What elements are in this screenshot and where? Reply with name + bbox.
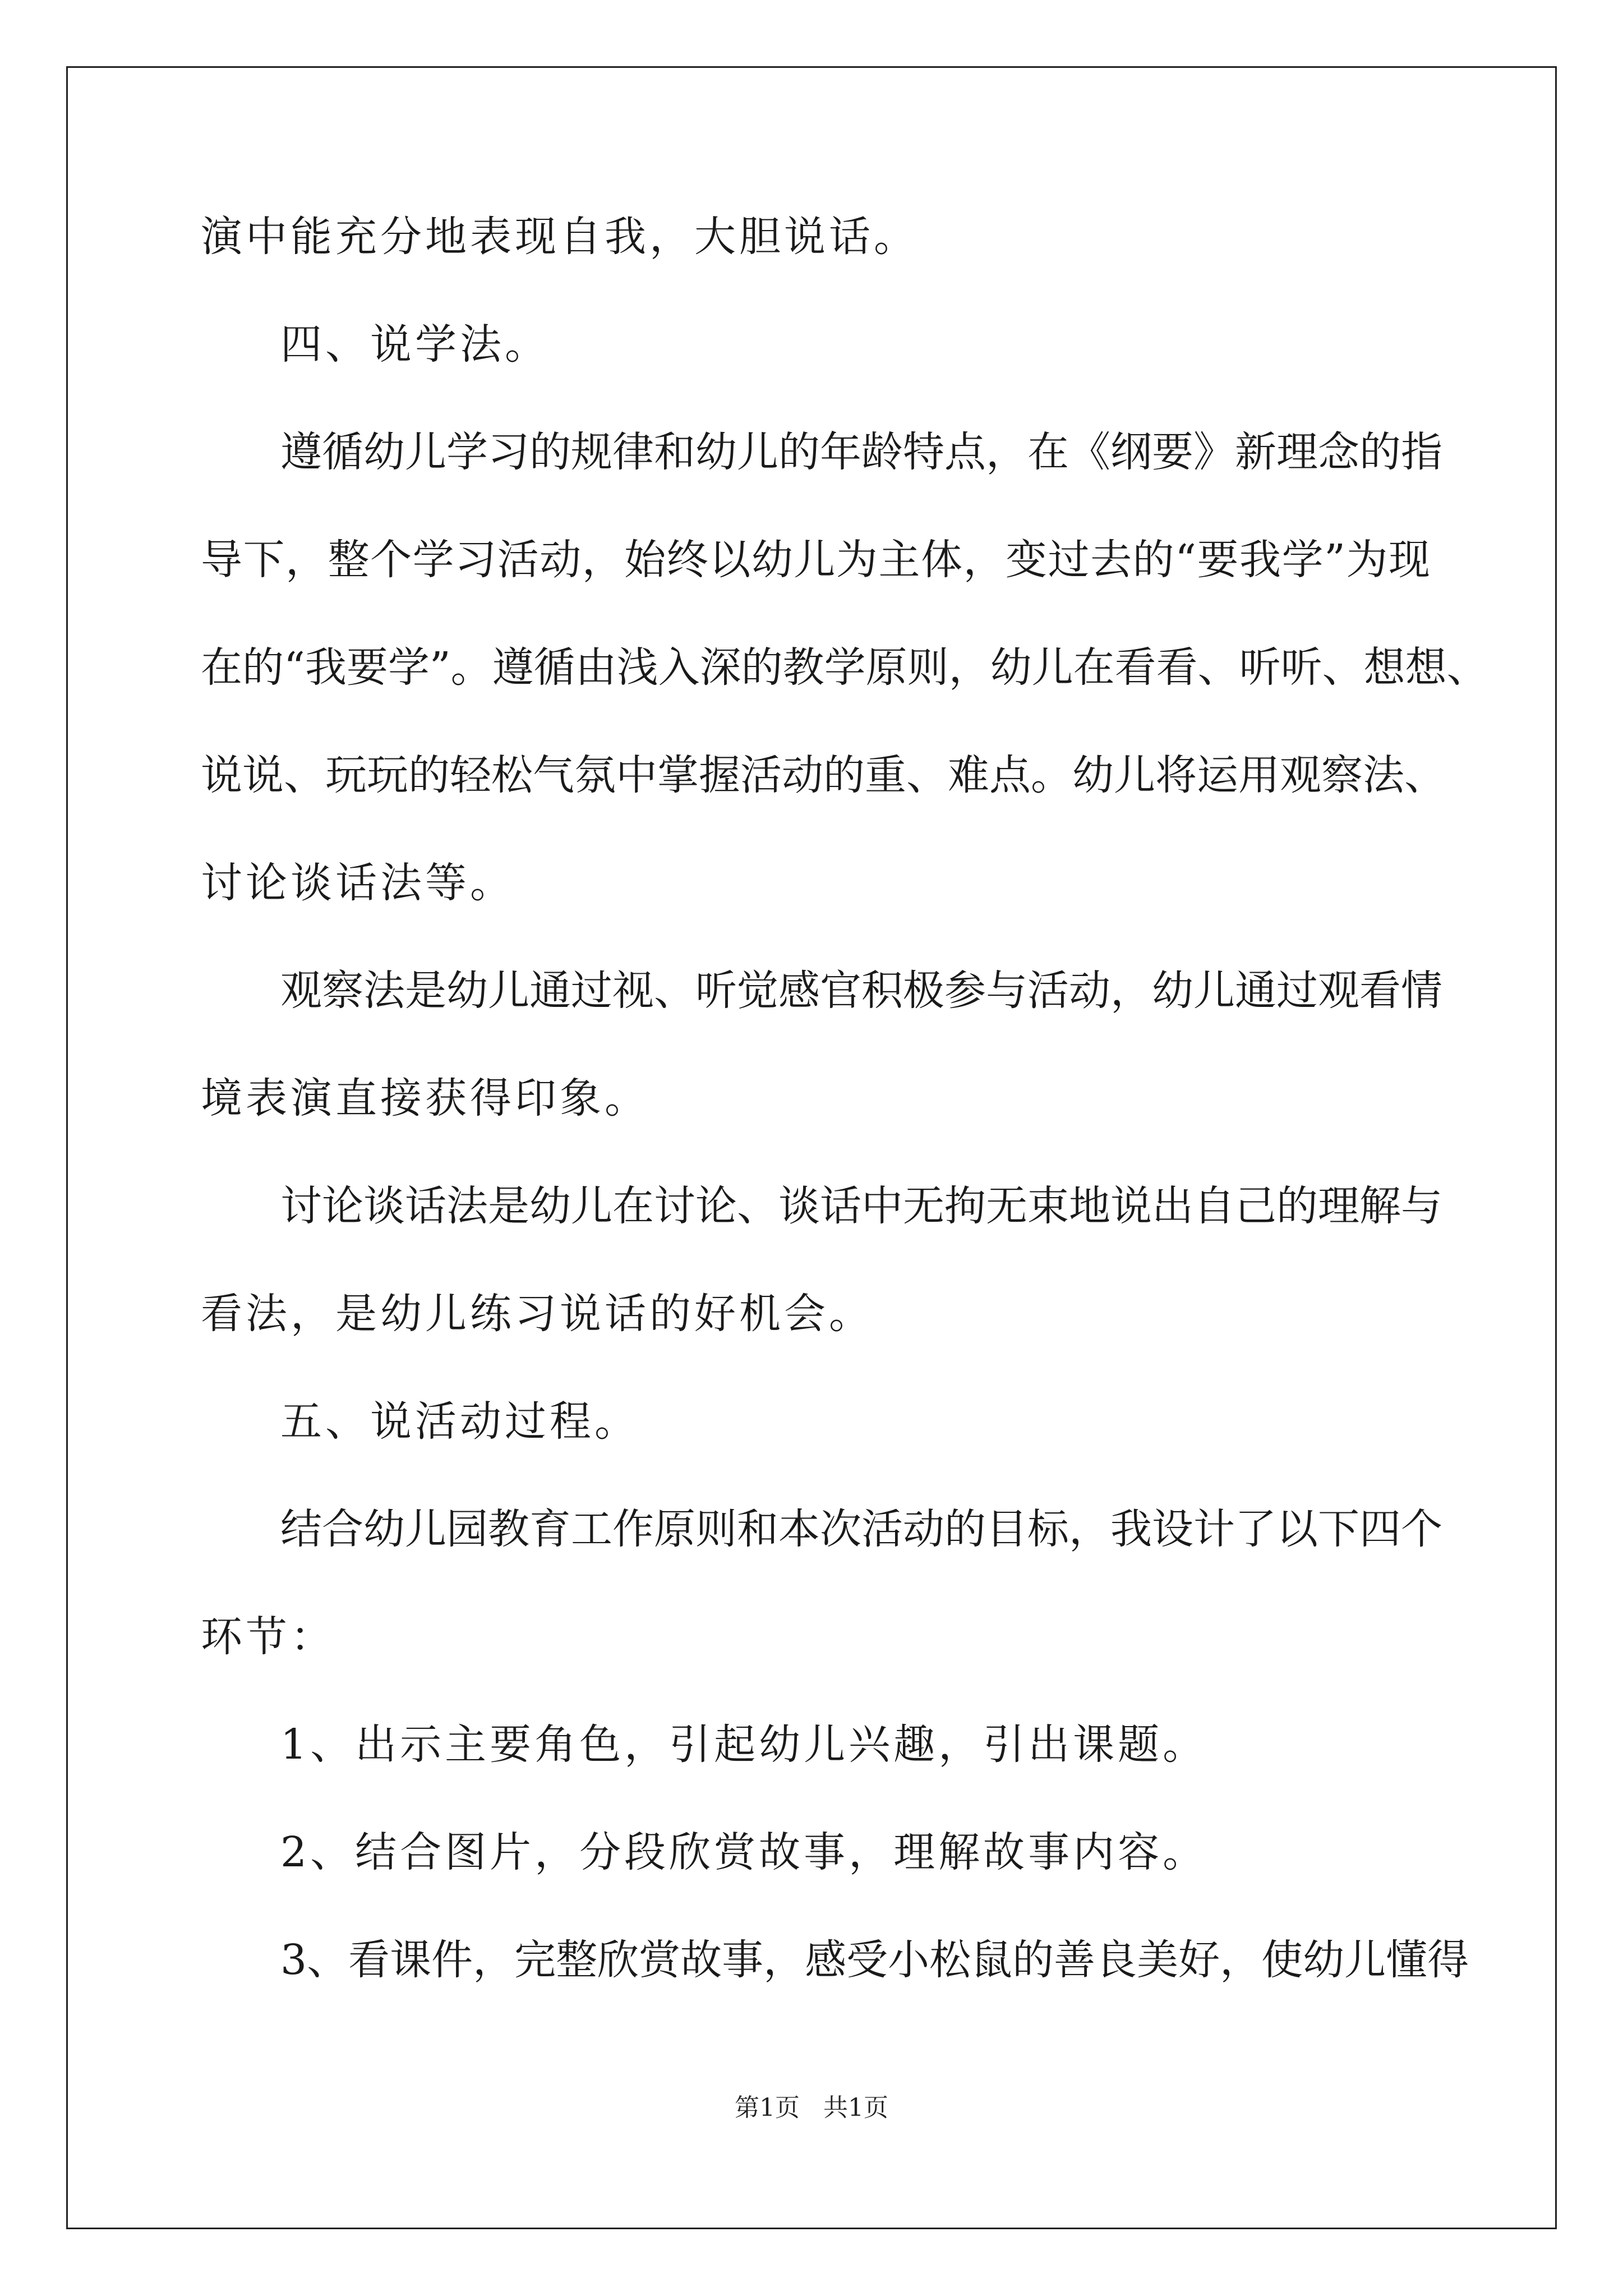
page-number: 第1页 [735,2093,800,2122]
list-item-2: 2、结合图片，分段欣赏故事，理解故事内容。 [280,1828,1208,1876]
section-heading-learning-method: 四、说学法。 [280,320,550,369]
text-line-4: 导下，整个学习活动，始终以幼儿为主体，变过去的“要我学”为现 [201,536,1430,584]
text-line-3: 遵循幼儿学习的规律和幼儿的年龄特点，在《纲要》新理念的指 [280,428,1442,476]
text-line-11: 看法，是幼儿练习说话的好机会。 [201,1290,874,1338]
page-total: 共1页 [823,2093,888,2122]
text-line-7: 讨论谈话法等。 [201,859,515,907]
text-line-1: 演中能充分地表现自我，大胆说话。 [201,213,919,261]
section-heading-activity-process: 五、说活动过程。 [280,1397,639,1446]
page-footer [0,2092,1623,2124]
list-item-1: 1、出示主要角色，引起幼儿兴趣，引出课题。 [280,1720,1208,1769]
page-border [66,66,1557,2229]
text-line-8: 观察法是幼儿通过视、听觉感官积极参与活动，幼儿通过观看情 [280,967,1442,1015]
list-item-3: 3、看课件，完整欣赏故事，感受小松鼠的善良美好，使幼儿懂得 [280,1936,1469,1984]
text-line-14: 环节： [201,1613,335,1661]
text-line-9: 境表演直接获得印象。 [201,1074,649,1122]
text-line-6: 说说、玩玩的轻松气氛中掌握活动的重、难点。幼儿将运用观察法、 [201,751,1446,799]
text-line-5: 在的“我要学”。遵循由浅入深的教学原则，幼儿在看看、听听、想想、 [201,643,1488,692]
text-line-10: 讨论谈话法是幼儿在讨论、谈话中无拘无束地说出自己的理解与 [280,1182,1442,1230]
text-line-13: 结合幼儿园教育工作原则和本次活动的目标，我设计了以下四个 [280,1505,1442,1553]
